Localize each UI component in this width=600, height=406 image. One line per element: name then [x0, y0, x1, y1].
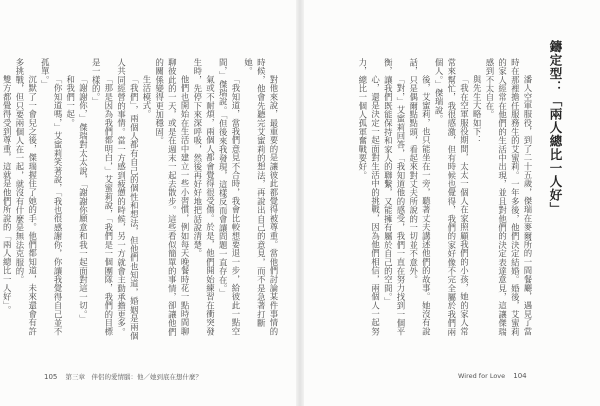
left-paragraph-9: 和我們一起。 [65, 74, 76, 127]
right-paragraph-1: 潘人空軍服役，到了二十五歲，傑瑞在麥爾所的一間餐廳，遇見了當時在那裡擔任服務生的艾蜜莉。一年多後，他們決定結婚。婚後，艾蜜莉的家人經常在他們的生活中出現，並且對他們的決定表達意見，這讓傑瑞感到不太自在。 [484, 58, 533, 337]
left-paragraph-10: 「你知道嗎，」艾蜜莉笑著說，「我也很感謝你，你讓我覺得自己並不孤單。」 [40, 58, 64, 336]
left-paragraph-2: 「我知道，當我們意見不合時，我會比較想要退一步，給彼此一點空間，」傑瑞說。「但後來我發現，這樣反而會讓問題一直存在。」 [218, 58, 241, 336]
right-paragraph-2: 與先生大略如下： [472, 74, 483, 145]
section-heading: 鑄定型：「兩人總比一人好」 [548, 40, 563, 216]
left-paragraph-8: 「謝謝你，」傑瑞對太太說，「謝謝你願意和我一起面對這一切。」 [78, 74, 89, 323]
left-running-header: 第三章 伴侶的愛情腦：他／她到底在想什麼？ [65, 373, 202, 381]
left-paragraph-4: 他們也開始在生活中建立一些小習慣，例如每天晚餐時花一點時間聊聊彼此的一天，或是在週末一起去散步。這些看似簡單的事情，卻讓他們的關係變得更加穩固。 [154, 58, 191, 337]
right-paragraph-6: 心，還是決定一起面對生活中的挑戰，因為他們相信，兩個人一起努力，總比一個人孤軍奮戰要好。 [357, 58, 381, 336]
right-running-header: Wired for Love [458, 372, 506, 380]
right-paragraph-4: 後，艾蜜莉，也只能坐在一旁，聽著丈夫講述他們的故事。她沒有說話，只是偶爾點點頭，看起來對丈夫所說的一切並不意外。 [408, 58, 432, 336]
left-paragraph-6: 「我們」，兩個人都有自己的個性和想法，但他們也知道，婚姻是兩個人共同經營的事情。當一方感到疲憊的時候，另一方就會主動承擔更多。 [116, 58, 140, 340]
left-paragraph-11: 沉默了一會兒之後，傑瑞握住了她的手。他們都知道，未來還會有許多挑戰，但只要兩個人在一起，就沒有什麼是無法克服的。 [14, 58, 38, 336]
right-page-body [322, 58, 534, 343]
left-page-number: 105 [44, 373, 58, 381]
right-page-number: 104 [513, 372, 527, 380]
left-paragraph-3: 氣或不耐煩，兩個人都會覺得很受傷。於是，他們開始練習在衝突發生時，先停下來深呼吸，然後再好好地把話說清楚。 [192, 58, 216, 336]
left-paragraph-12: 雙方都覺得受到尊重，這就是他們所說的「兩人總比一人好」。 [2, 74, 13, 314]
left-page-body [2, 58, 280, 343]
left-page-footer [38, 372, 202, 381]
left-paragraph-1: 對他來說，最重要的是讓彼此都覺得被尊重。當他們討論某件事情的時候，他會先聽完艾蜜莉的想法，再說出自己的意見，而不是急著打斷她。 [243, 58, 279, 336]
left-paragraph-5: 生活模式。 [141, 74, 152, 119]
left-paragraph-7: 「那是因為我們都明白，」艾蜜莉說，「我們是一個團隊，我們的目標是一樣的。」 [91, 58, 114, 336]
right-paragraph-3: 「我在空軍服役期間，太太一個人在家照顧我們的小孩，她的家人常常來幫忙，我很感激，但有時候也覺得，我們的家好像不完全屬於我們兩個人。」傑瑞說。 [434, 58, 470, 337]
right-page-footer [458, 372, 533, 380]
right-paragraph-5: 「對，」艾蜜莉回答，「我知道他的感受，我們一直在努力找到一個平衡，讓我們既能保持和家人的聯繫，又能擁有屬於自己的空間。」 [383, 58, 406, 336]
book-gutter [296, 0, 304, 406]
